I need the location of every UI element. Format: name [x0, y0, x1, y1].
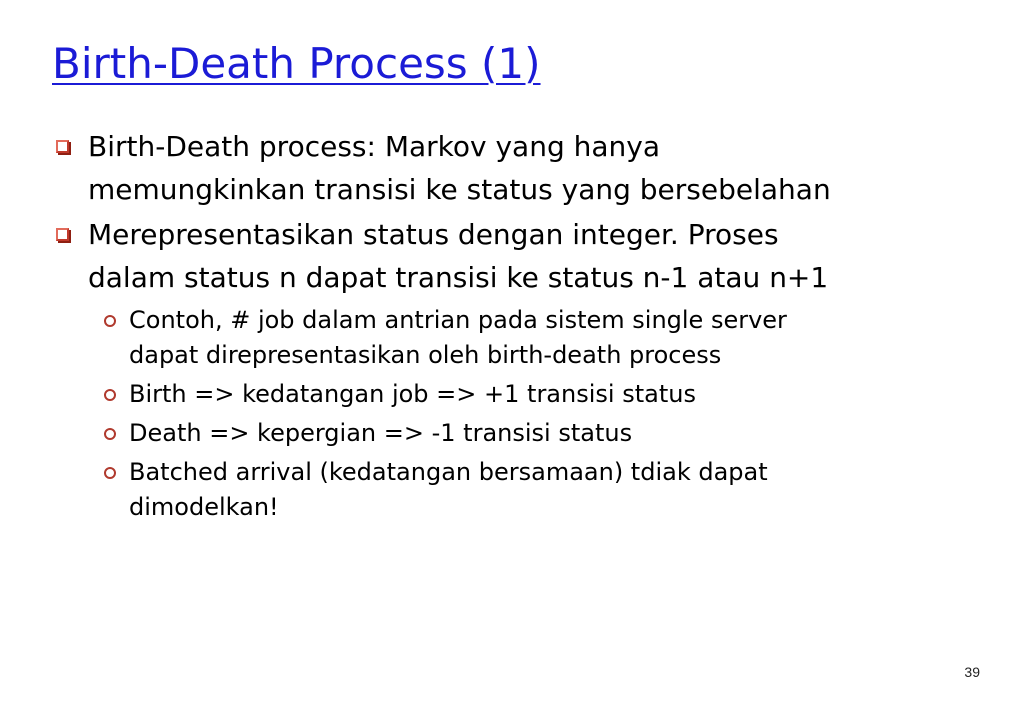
- circle-bullet-icon: [104, 467, 116, 479]
- square-bullet-icon: [56, 140, 69, 153]
- sub-bullet-item: [52, 416, 992, 451]
- sub-bullet-item: [52, 303, 992, 373]
- bullet-item: [52, 213, 992, 299]
- sub-bullet-text: Contoh, # job dalam antrian pada sistem single server dapat direpresentasikan oleh birth-death process: [129, 306, 787, 369]
- circle-bullet-icon: [104, 428, 116, 440]
- sub-bullet-text: Birth => kedatangan job => +1 transisi status: [129, 380, 696, 408]
- sub-bullet-text: Batched arrival (kedatangan bersamaan) tdiak dapat dimodelkan!: [129, 458, 768, 521]
- sub-bullet-text: Death => kepergian => -1 transisi status: [129, 419, 633, 447]
- page-number: 39: [964, 664, 980, 680]
- sub-bullet-item: [52, 455, 992, 525]
- bullet-text: Merepresentasikan status dengan integer. Proses dalam status n dapat transisi ke status n-1 atau n+1: [88, 218, 829, 294]
- bullet-text: Birth-Death process: Markov yang hanya memungkinkan transisi ke status yang bersebelahan: [88, 130, 831, 206]
- square-bullet-icon: [56, 228, 69, 241]
- bullet-item: [52, 125, 992, 211]
- slide-title: Birth-Death Process (1): [52, 39, 541, 88]
- sub-bullet-item: [52, 377, 992, 412]
- circle-bullet-icon: [104, 315, 116, 327]
- circle-bullet-icon: [104, 389, 116, 401]
- slide-content: [52, 125, 992, 525]
